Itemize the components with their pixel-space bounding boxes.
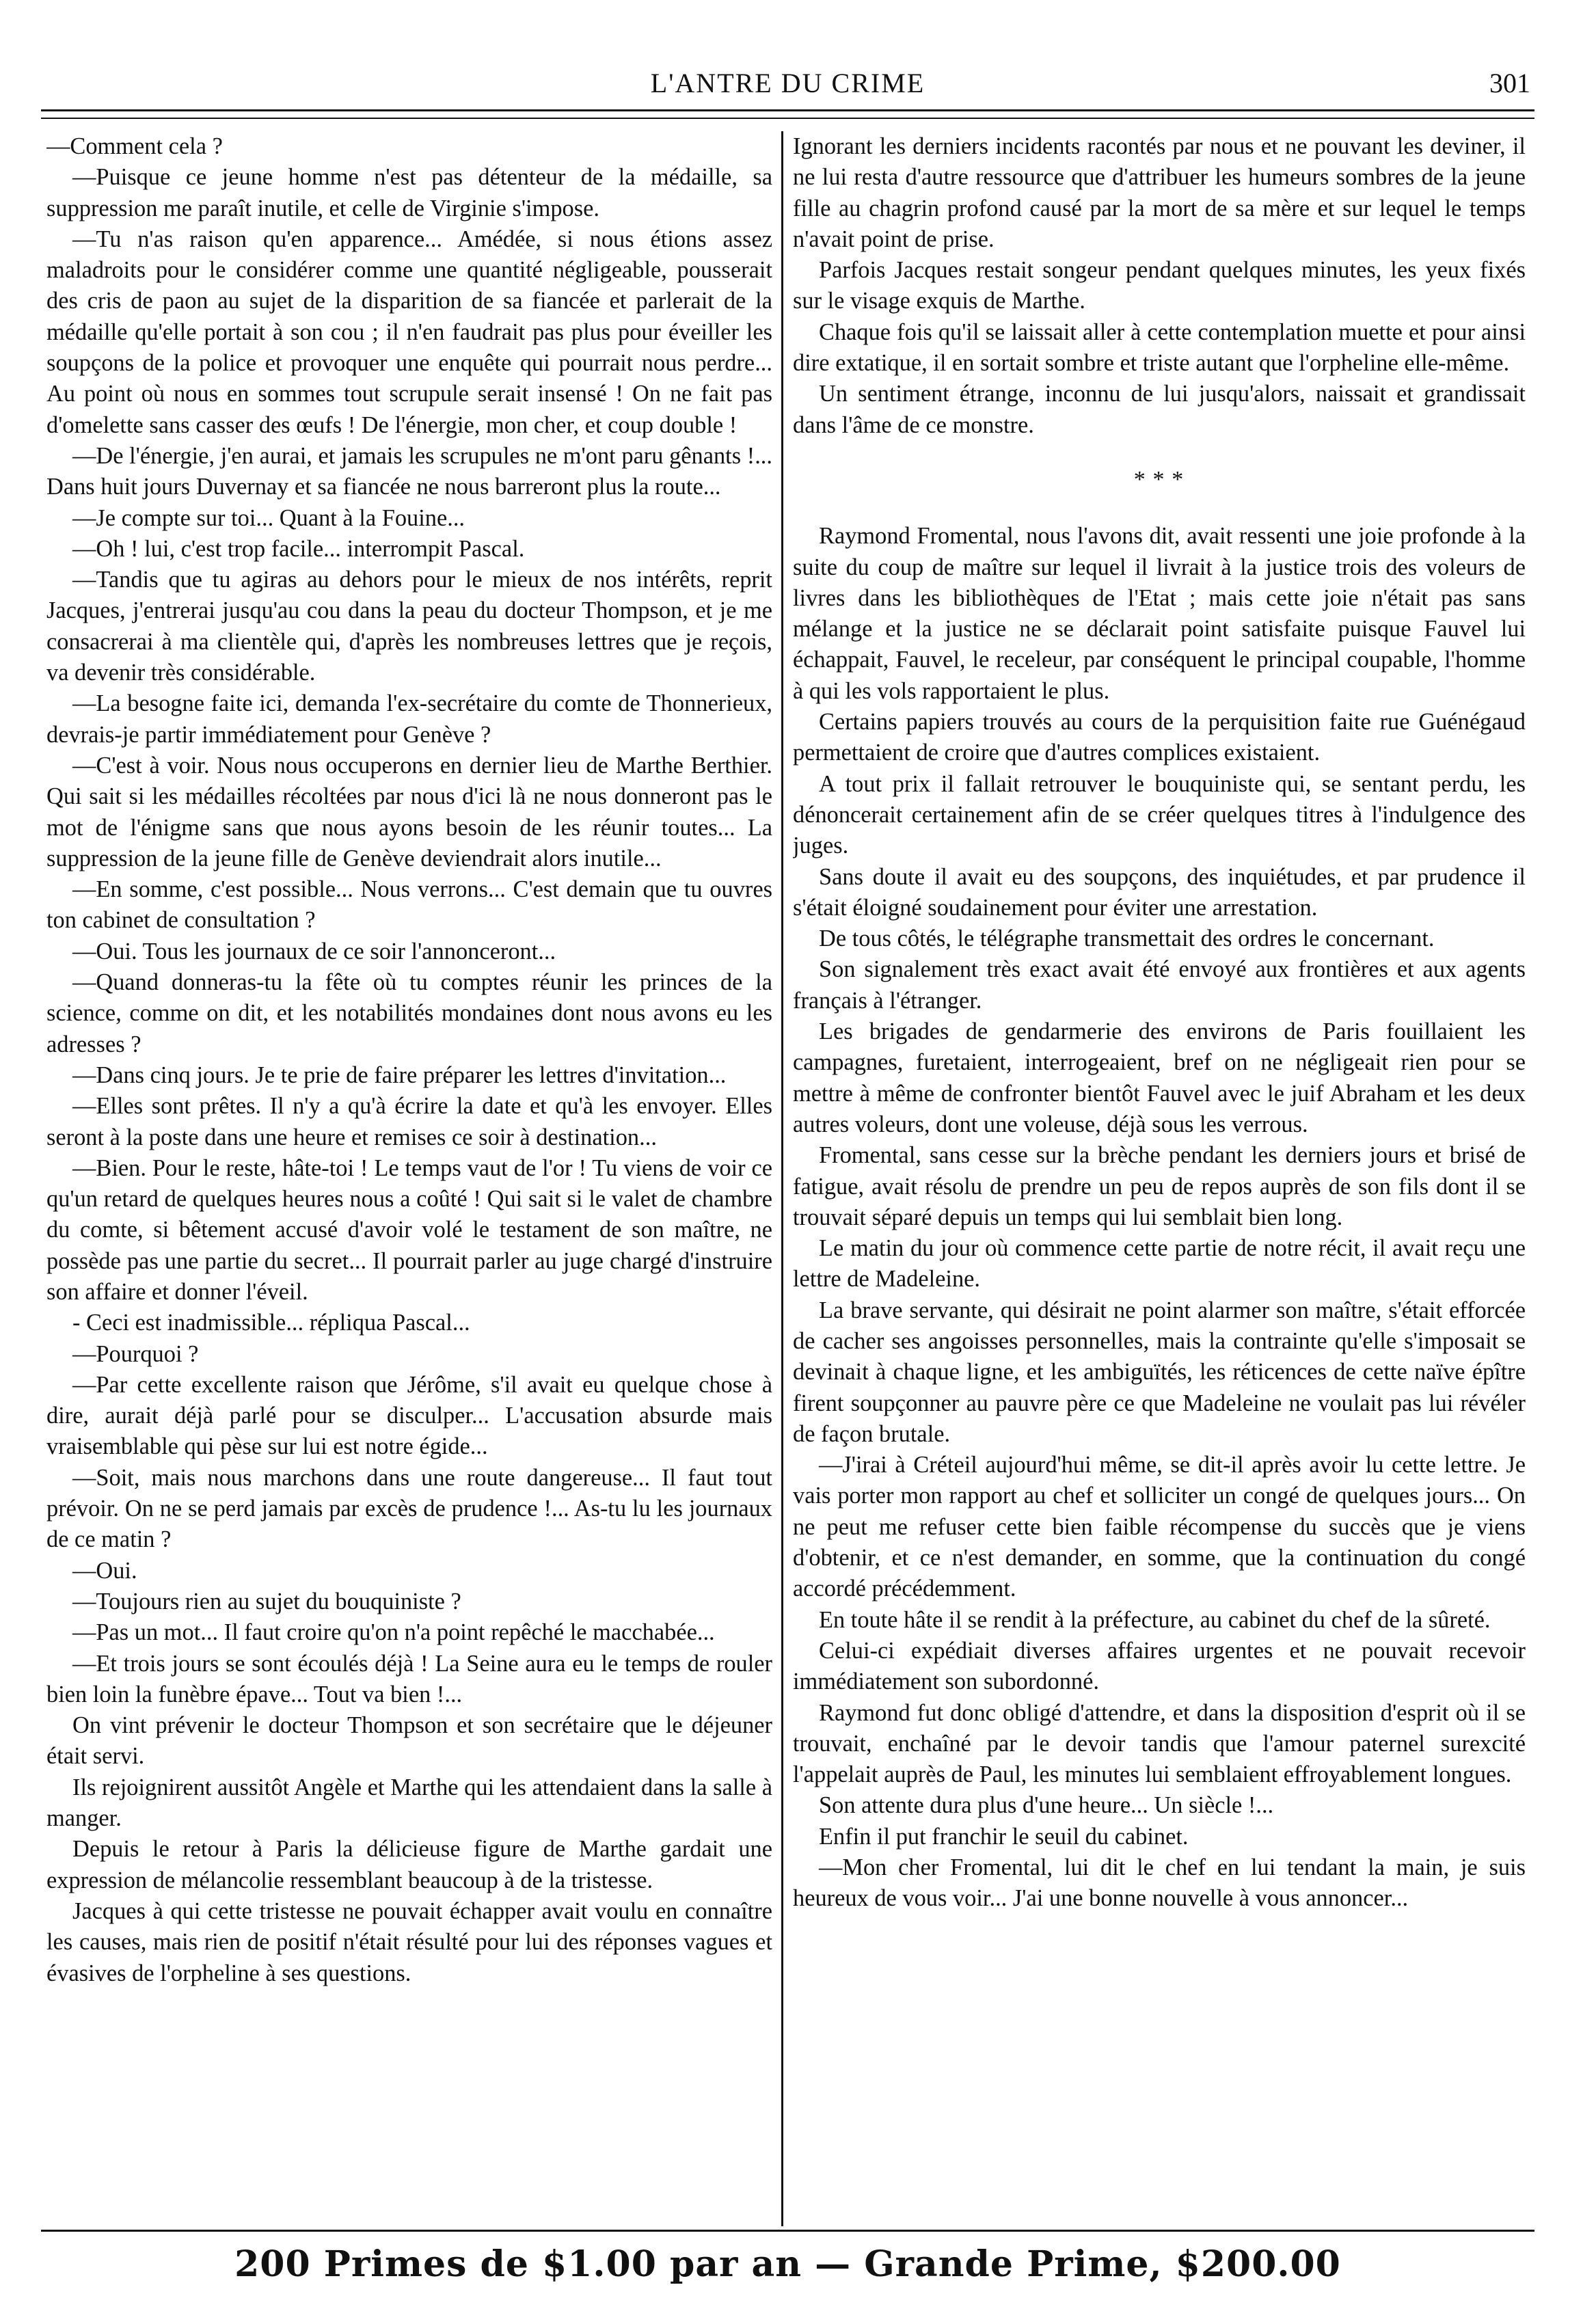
paragraph: Chaque fois qu'il se laissait aller à cette contemplation muette et pour ainsi dire extatique, il en sortait sombre et triste autant que l'orpheline elle-même. bbox=[793, 319, 1526, 377]
footer-rule bbox=[41, 2230, 1534, 2232]
paragraph: —Par cette excellente raison que Jérôme, s'il avait eu quelque chose à dire, aurait déjà parlé pour se disculper... L'accusation absurde mais vraisemblable qui pèse sur lui est notre égide... bbox=[46, 1371, 772, 1460]
paragraph: —Puisque ce jeune homme n'est pas détenteur de la médaille, sa suppression me paraît inutile, et celle de Virginie s'impose. bbox=[46, 164, 772, 221]
paragraph: —J'irai à Créteil aujourd'hui même, se dit-il après avoir lu cette lettre. Je vais porter mon rapport au chef et solliciter un congé de quelques jours... On ne peut me refuser cette bien faible récompense du succès que je viens d'obtenir, et ce n'est demander, en somme, que la continuation du congé accordé précédemment. bbox=[793, 1452, 1526, 1602]
paragraph: —De l'énergie, j'en aurai, et jamais les scrupules ne m'ont paru gênants !... Dans huit jours Duvernay et sa fiancée ne nous barreront plus la route... bbox=[46, 442, 772, 500]
paragraph: Un sentiment étrange, inconnu de lui jusqu'alors, naissait et grandissait dans l'âme de ce monstre. bbox=[793, 381, 1526, 438]
running-title: L'ANTRE DU CRIME bbox=[650, 68, 925, 98]
right-column bbox=[793, 131, 1526, 2226]
paragraph: Enfin il put franchir le seuil du cabinet. bbox=[819, 1823, 1189, 1850]
header-rule-thick bbox=[41, 109, 1534, 111]
paragraph: —Soit, mais nous marchons dans une route dangereuse... Il faut tout prévoir. On ne se perd jamais par excès de prudence !... As-tu lu les journaux de ce matin ? bbox=[46, 1464, 772, 1553]
paragraph: —Quand donneras-tu la fête où tu comptes réunir les princes de la science, comme on dit, et les notabilités mondaines dont nous avons eu les adresses ? bbox=[46, 969, 772, 1057]
paragraph: Raymond Fromental, nous l'avons dit, avait ressenti une joie profonde à la suite du coup de maître sur lequel il livrait à la justice trois des voleurs de livres dans les bibliothèques de l'Etat ; mais cette joie n'était pas sans mélange et la justice ne se déclarait point satisfaite puisque Fauvel lui échappait, Fauvel, le receleur, par conséquent le principal coupable, l'homme à qui les vols rapportaient le plus. bbox=[793, 523, 1526, 704]
paragraph: —En somme, c'est possible... Nous verrons... C'est demain que tu ouvres ton cabinet de consultation ? bbox=[46, 876, 772, 934]
paragraph: —Je compte sur toi... Quant à la Fouine... bbox=[72, 504, 465, 531]
paragraph: Son attente dura plus d'une heure... Un siècle !... bbox=[819, 1792, 1274, 1819]
paragraph: —Elles sont prêtes. Il n'y a qu'à écrire la date et qu'à les envoyer. Elles seront à la poste dans une heure et remises ce soir à destination... bbox=[46, 1093, 772, 1150]
page-number: 301 bbox=[1489, 68, 1530, 98]
paragraph: Depuis le retour à Paris la délicieuse figure de Marthe gardait une expression de mélancolie ressemblant beaucoup à de la tristesse. bbox=[46, 1836, 772, 1893]
paragraph: On vint prévenir le docteur Thompson et son secrétaire que le déjeuner était servi. bbox=[46, 1712, 772, 1770]
paragraph: Certains papiers trouvés au cours de la perquisition faite rue Guénégaud permettaient de croire que d'autres complices existaient. bbox=[793, 709, 1526, 766]
footer-banner: 200 Primes de $1.00 par an — Grande Prime, $200.00 bbox=[234, 2243, 1341, 2285]
paragraph: Raymond fut donc obligé d'attendre, et dans la disposition d'esprit où il se trouvait, enchaîné par le devoir tandis que l'amour paternel surexcité l'appelait auprès de Paul, les minutes lui semblaient effroyablement longues. bbox=[793, 1699, 1526, 1788]
paragraph: —Oh ! lui, c'est trop facile... interrompit Pascal. bbox=[72, 535, 525, 562]
paragraph: —Comment cela ? bbox=[46, 133, 223, 159]
paragraph: En toute hâte il se rendit à la préfecture, au cabinet du chef de la sûreté. bbox=[819, 1606, 1491, 1633]
paragraph: —Dans cinq jours. Je te prie de faire préparer les lettres d'invitation... bbox=[72, 1062, 727, 1088]
paragraph: Son signalement très exact avait été envoyé aux frontières et aux agents français à l'étranger. bbox=[793, 956, 1526, 1014]
paragraph: —Pourquoi ? bbox=[72, 1340, 199, 1367]
paragraph: —Mon cher Fromental, lui dit le chef en lui tendant la main, je suis heureux de vous voir... J'ai une bonne nouvelle à vous annoncer... bbox=[793, 1854, 1526, 1912]
paragraph: Le matin du jour où commence cette partie de notre récit, il avait reçu une lettre de Madeleine. bbox=[793, 1235, 1526, 1293]
paragraph: Sans doute il avait eu des soupçons, des inquiétudes, et par prudence il s'était éloigné soudainement pour éviter une arrestation. bbox=[793, 863, 1526, 921]
paragraph: A tout prix il fallait retrouver le bouquiniste qui, se sentant perdu, les dénoncerait certainement afin de se créer quelques titres à l'indulgence des juges. bbox=[793, 770, 1526, 859]
paragraph: Celui-ci expédiait diverses affaires urgentes et ne pouvait recevoir immédiatement son subordonné. bbox=[793, 1637, 1526, 1695]
paragraph: —Oui. Tous les journaux de ce soir l'annonceront... bbox=[72, 938, 556, 964]
header-rule-thin bbox=[41, 118, 1534, 119]
paragraph: —Tu n'as raison qu'en apparence... Amédée, si nous étions assez maladroits pour le considérer comme une quantité négligeable, pousserait des cris de paon au sujet de la disparition de sa fiancée et parlerait de la médaille qu'elle portait à son cou ; il n'en faudrait pas plus pour éveiller les soupçons de la police et provoquer une enquête qui pourrait nous perdre... Au point où nous en sommes tout scrupule serait insensé ! On ne fait pas d'omelette sans casser des œufs ! De l'énergie, mon cher, et coup double ! bbox=[46, 226, 772, 438]
paragraph: —Tandis que tu agiras au dehors pour le mieux de nos intérêts, reprit Jacques, j'entrerai jusqu'au cou dans la peau du docteur Thompson, et je me consacrerai à ma clientèle qui, d'après les nombreuses lettres que je reçois, va devenir très considérable. bbox=[46, 567, 772, 686]
paragraph: Parfois Jacques restait songeur pendant quelques minutes, les yeux fixés sur le visage exquis de Marthe. bbox=[793, 257, 1526, 314]
paragraph: Les brigades de gendarmerie des environs de Paris fouillaient les campagnes, furetaient, interrogeaient, bref on ne négligeait rien pour se mettre à même de confronter bientôt Fauvel avec le juif Abraham et les deux autres voleurs, dont une voleuse, déjà sous les verrous. bbox=[793, 1018, 1526, 1137]
paragraph: —Oui. bbox=[72, 1557, 137, 1584]
column-rule bbox=[781, 131, 783, 2226]
paragraph: - Ceci est inadmissible... répliqua Pascal... bbox=[72, 1310, 470, 1336]
section-break-asterism: * * * bbox=[1133, 466, 1185, 492]
paragraph: —La besogne faite ici, demanda l'ex-secrétaire du comte de Thonnerieux, devrais-je partir immédiatement pour Genève ? bbox=[46, 690, 772, 748]
paragraph: La brave servante, qui désirait ne point alarmer son maître, s'était efforcée de cacher ses angoisses personnelles, mais la contrainte qu'elle s'imposait se devinait à chaque ligne, et les ambiguïtés, les réticences de cette naïve épître firent soupçonner au pauvre père ce que Madeleine ne voulait pas lui révéler de façon brutale. bbox=[793, 1297, 1526, 1447]
left-column bbox=[46, 131, 772, 2226]
paragraph: Fromental, sans cesse sur la brèche pendant les derniers jours et brisé de fatigue, avait résolu de prendre un peu de repos auprès de son fils dont il se trouvait séparé depuis un temps qui lui semblait bien long. bbox=[793, 1142, 1526, 1230]
paragraph: Ignorant les derniers incidents racontés par nous et ne pouvant les deviner, il ne lui resta d'autre ressource que d'attribuer les humeurs sombres de la jeune fille au chagrin profond causé par la mort de sa mère et sur lequel le temps n'avait point de prise. bbox=[793, 133, 1526, 252]
paragraph: Ils rejoignirent aussitôt Angèle et Marthe qui les attendaient dans la salle à manger. bbox=[46, 1774, 772, 1832]
paragraph: —Toujours rien au sujet du bouquiniste ? bbox=[72, 1588, 461, 1614]
paragraph: —Bien. Pour le reste, hâte-toi ! Le temps vaut de l'or ! Tu viens de voir ce qu'un retard de quelques heures nous a coûté ! Qui sait si le valet de chambre du comte, si bêtement accusé d'avoir volé le testament de son maître, ne possède pas une partie du secret... Il pourrait parler au juge chargé d'instruire son affaire et donner l'éveil. bbox=[46, 1154, 772, 1305]
paragraph: —Pas un mot... Il faut croire qu'on n'a point repêché le macchabée... bbox=[72, 1619, 715, 1646]
page-header bbox=[41, 57, 1534, 112]
paragraph: —Et trois jours se sont écoulés déjà ! La Seine aura eu le temps de rouler bien loin la funèbre épave... Tout va bien !... bbox=[46, 1650, 772, 1707]
paragraph: De tous côtés, le télégraphe transmettait des ordres le concernant. bbox=[819, 925, 1435, 952]
paragraph: —C'est à voir. Nous nous occuperons en dernier lieu de Marthe Berthier. Qui sait si les médailles récoltées par nous d'ici là ne nous donneront pas le mot de l'énigme sans que nous ayons besoin de les réunir toutes... La suppression de la jeune fille de Genève deviendrait alors inutile... bbox=[46, 752, 772, 871]
paragraph: Jacques à qui cette tristesse ne pouvait échapper avait voulu en connaître les causes, mais rien de positif n'était résulté pour lui des réponses vagues et évasives de l'orpheline à ses questions. bbox=[46, 1897, 772, 1986]
